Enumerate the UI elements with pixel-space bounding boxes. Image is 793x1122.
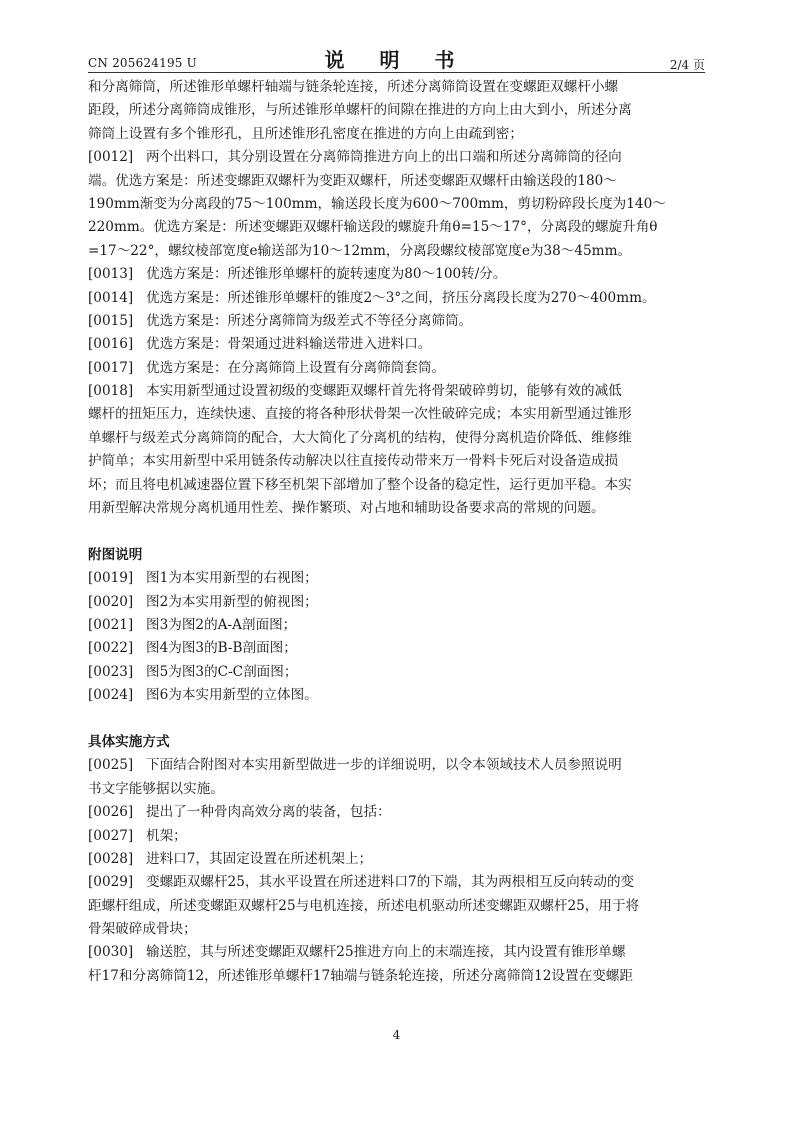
page-title: 说 明 书 — [324, 48, 469, 72]
text-line — [88, 450, 708, 473]
blank-line — [88, 520, 708, 543]
text-line — [88, 287, 708, 310]
paragraph-number: [0019] — [88, 570, 134, 587]
text-line — [88, 380, 708, 403]
text-line — [88, 895, 708, 918]
text-line — [88, 193, 708, 216]
line-text: 优选方案是：所述分离筛筒为级差式不等径分离筛筒。 — [146, 312, 473, 329]
line-text: 单螺杆与级差式分离筛筒的配合，大大简化了分离机的结构，使得分离机造价降低、维修维 — [88, 429, 632, 446]
line-text: 用新型解决常规分离机通用性差、操作繁琐、对占地和辅助设备要求高的常规的问题。 — [88, 500, 605, 517]
text-line — [88, 591, 708, 614]
paragraph-number: [0029] — [88, 874, 134, 891]
line-text: 螺杆的扭矩压力，连续快速、直接的将各种形状骨架一次性破碎完成；本实用新型通过锥形 — [88, 406, 632, 423]
text-line — [88, 403, 708, 426]
paragraph-number: [0023] — [88, 663, 134, 680]
header-divider — [88, 72, 705, 73]
text-line — [88, 497, 708, 520]
text-line — [88, 263, 708, 286]
line-text: 下面结合附图对本实用新型做进一步的详细说明，以令本领域技术人员参照说明 — [146, 757, 622, 774]
line-text: 筛筒上设置有多个锥形孔，且所述锥形孔密度在推进的方向上由疏到密； — [88, 125, 523, 142]
blank-line — [88, 708, 708, 731]
text-line — [88, 778, 708, 801]
line-text: 优选方案是：在分离筛筒上设置有分离筛筒套筒。 — [146, 359, 446, 376]
line-text: 本实用新型通过设置初级的变螺距双螺杆首先将骨架破碎剪切，能够有效的减低 — [146, 383, 622, 400]
paragraph-number: [0028] — [88, 850, 134, 867]
section-heading — [88, 731, 708, 754]
text-line — [88, 871, 708, 894]
text-line — [88, 825, 708, 848]
line-text: 提出了一种骨肉高效分离的装备，包括： — [146, 804, 391, 821]
text-line — [88, 637, 708, 660]
line-text: 优选方案是：所述锥形单螺杆的旋转速度为80～100转/分。 — [146, 266, 507, 283]
paragraph-number: [0013] — [88, 266, 134, 283]
paragraph-number: [0018] — [88, 383, 134, 400]
line-text: 具体实施方式 — [88, 733, 170, 750]
line-text: 机架； — [146, 827, 187, 844]
line-text: 220mm。优选方案是：所述变螺距双螺杆输送段的螺旋升角θ=15～17°，分离段的螺旋升角θ — [88, 219, 658, 236]
paragraph-number: [0021] — [88, 616, 134, 633]
text-line — [88, 941, 708, 964]
text-line — [88, 99, 708, 122]
text-line — [88, 684, 708, 707]
line-text: 图5为图3的C-C剖面图； — [146, 663, 298, 680]
line-text: 优选方案是：骨架通过进料输送带进入进料口。 — [146, 336, 432, 353]
text-line — [88, 357, 708, 380]
line-text: 图6为本实用新型的立体图。 — [146, 687, 318, 704]
page-header — [88, 42, 705, 72]
line-text: 距段，所述分离筛筒成锥形，与所述锥形单螺杆的间隙在推进的方向上由大到小，所述分离 — [88, 102, 632, 119]
text-line — [88, 848, 708, 871]
paragraph-number: [0017] — [88, 359, 134, 376]
doc-number: CN 205624195 U — [88, 56, 197, 70]
paragraph-number: [0030] — [88, 944, 134, 961]
paragraph-number: [0012] — [88, 149, 134, 166]
line-text: 坏；而且将电机减速器位置下移至机架下部增加了整个设备的稳定性，运行更加平稳。本实 — [88, 476, 632, 493]
line-text: 优选方案是：所述锥形单螺杆的锥度2～3°之间，挤压分离段长度为270～400mm。 — [146, 289, 656, 306]
paragraph-number: [0020] — [88, 593, 134, 610]
text-line — [88, 614, 708, 637]
text-line — [88, 474, 708, 497]
line-text: 两个出料口，其分别设置在分离筛筒推进方向上的出口端和所述分离筛筒的径向 — [146, 149, 622, 166]
text-line — [88, 918, 708, 941]
line-text: 图1为本实用新型的右视图； — [146, 570, 318, 587]
paragraph-number: [0025] — [88, 757, 134, 774]
text-line — [88, 240, 708, 263]
line-text: 骨架破碎成骨块； — [88, 921, 197, 938]
line-text: 杆17和分离筛筒12，所述锥形单螺杆17轴端与链条轮连接，所述分离筛筒12设置在变螺距 — [88, 967, 633, 984]
line-text: 图3为图2的A-A剖面图； — [146, 616, 297, 633]
line-text: =17～22°，螺纹棱部宽度e输送部为10～12mm，分离段螺纹棱部宽度e为38～45mm。 — [88, 242, 632, 259]
paragraph-number: [0026] — [88, 804, 134, 821]
text-line — [88, 123, 708, 146]
document-body — [88, 76, 708, 988]
line-text: 距螺杆组成，所述变螺距双螺杆25与电机连接，所述电机驱动所述变螺距双螺杆25，用于将 — [88, 897, 640, 914]
text-line — [88, 216, 708, 239]
text-line — [88, 170, 708, 193]
text-line — [88, 661, 708, 684]
line-text: 和分离筛筒，所述锥形单螺杆轴端与链条轮连接，所述分离筛筒设置在变螺距双螺杆小螺 — [88, 79, 619, 95]
text-line — [88, 333, 708, 356]
paragraph-number: [0014] — [88, 289, 134, 306]
text-line — [88, 801, 708, 824]
text-line — [88, 76, 708, 99]
paragraph-number: [0016] — [88, 336, 134, 353]
paragraph-number: [0022] — [88, 640, 134, 657]
text-line — [88, 754, 708, 777]
paragraph-number: [0024] — [88, 687, 134, 704]
text-line — [88, 567, 708, 590]
paragraph-number: [0027] — [88, 827, 134, 844]
line-text: 端。优选方案是：所述变螺距双螺杆为变距双螺杆，所述变螺距双螺杆由输送段的180～ — [88, 172, 617, 189]
line-text: 图4为图3的B-B剖面图； — [146, 640, 297, 657]
text-line — [88, 427, 708, 450]
line-text: 书文字能够据以实施。 — [88, 780, 224, 797]
paragraph-number: [0015] — [88, 312, 134, 329]
text-line — [88, 965, 708, 988]
section-heading — [88, 544, 708, 567]
text-line — [88, 146, 708, 169]
line-text: 进料口7，其固定设置在所述机架上； — [146, 850, 373, 867]
page-info: 2/4 页 — [669, 58, 705, 72]
line-text: 护简单；本实用新型中采用链条传动解决以往直接传动带来万一骨料卡死后对设备造成损 — [88, 453, 619, 470]
text-line — [88, 310, 708, 333]
line-text: 190mm渐变为分离段的75～100mm，输送段长度为600～700mm，剪切粉碎段长度为140～ — [88, 195, 666, 212]
line-text: 图2为本实用新型的俯视图； — [146, 593, 318, 610]
line-text: 变螺距双螺杆25，其水平设置在所述进料口7的下端，其为两根相互反向转动的变 — [146, 874, 635, 891]
line-text: 附图说明 — [88, 546, 143, 563]
page-number: 4 — [392, 1028, 401, 1042]
line-text: 输送腔，其与所述变螺距双螺杆25推进方向上的末端连接，其内设置有锥形单螺 — [146, 944, 626, 961]
